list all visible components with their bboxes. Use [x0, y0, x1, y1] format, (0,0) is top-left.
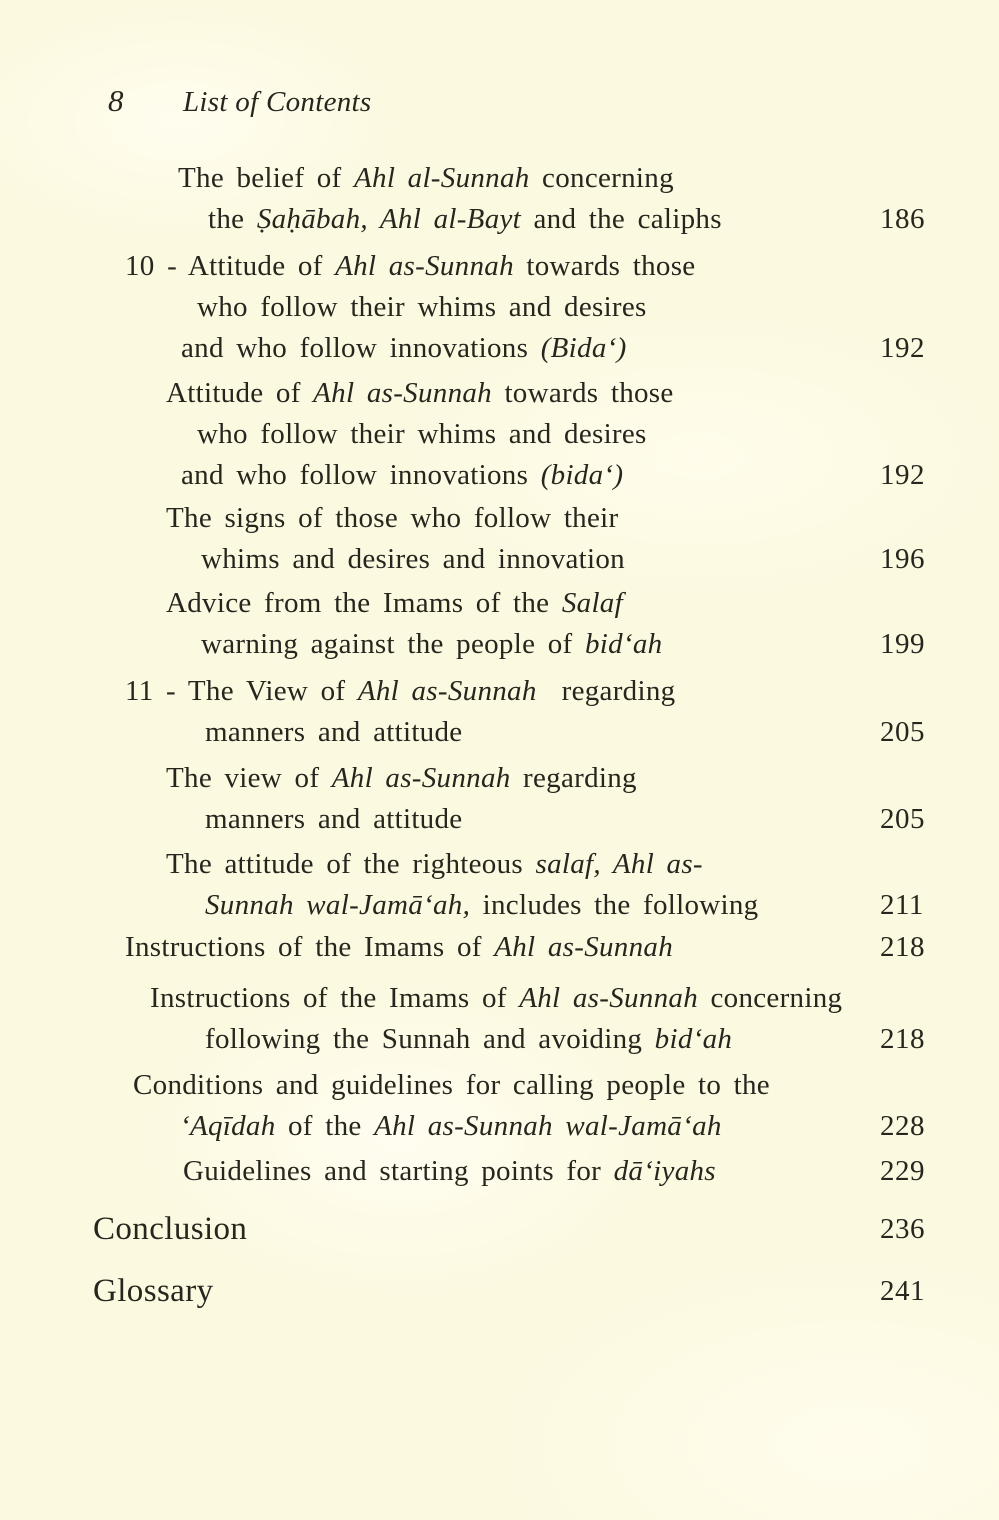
toc-text: Conclusion — [93, 1211, 248, 1247]
toc-text-italic: Salaf — [561, 587, 623, 619]
toc-page-number: 199 — [880, 628, 925, 660]
toc-line — [0, 160, 999, 196]
toc-line — [0, 714, 999, 750]
toc-page-number: 218 — [880, 931, 925, 963]
toc-text: warning against the people of — [201, 628, 585, 660]
toc-text-italic: ‘Aqīdah — [180, 1110, 276, 1142]
toc-text-italic: Ahl as-Sunnah wal-Jamā‘ah — [374, 1110, 722, 1142]
toc-page-number: 186 — [880, 203, 925, 235]
toc-text: and the caliphs — [521, 203, 722, 235]
toc-text: who follow their whims and desires — [197, 291, 647, 323]
toc-text-italic: bid‘ah — [654, 1023, 733, 1055]
toc-text-italic: Ahl as-Sunnah — [335, 250, 514, 282]
toc-text: Advice from the Imams of the — [166, 587, 562, 619]
toc-text: The belief of — [178, 162, 354, 194]
toc-line — [0, 801, 999, 837]
running-head: List of Contents — [183, 86, 372, 118]
toc-page-number: 192 — [880, 459, 925, 491]
toc-text-italic: bid‘ah — [584, 628, 663, 660]
toc-text: Conditions and guidelines for calling people to the — [133, 1069, 770, 1101]
toc-line — [0, 1153, 999, 1189]
toc-text: Guidelines and starting points for — [183, 1155, 614, 1187]
toc-text-italic: Ṣaḥābah, Ahl al-Bayt — [256, 203, 522, 235]
toc-text: 11 - The View of — [125, 675, 358, 707]
toc-text: the — [208, 203, 257, 235]
toc-text-italic: salaf, Ahl as- — [535, 848, 703, 880]
toc-page-number: 192 — [880, 332, 925, 364]
toc-text-italic: Sunnah wal-Jamā‘ah, — [205, 889, 471, 921]
toc-line — [0, 201, 999, 237]
toc-text-italic: Ahl as-Sunnah — [494, 931, 673, 963]
toc-text-italic: Ahl as-Sunnah — [331, 762, 511, 794]
toc-text: and who follow innovations — [181, 459, 541, 491]
toc-page-number: 205 — [880, 803, 925, 835]
toc-line — [0, 541, 999, 577]
toc-text-italic: (Bida‘) — [540, 332, 627, 364]
toc-text-italic: Ahl al-Sunnah — [354, 162, 530, 194]
toc-text: The attitude of the righteous — [166, 848, 536, 880]
toc-line — [0, 846, 999, 882]
toc-text: The signs of those who follow their — [166, 502, 619, 534]
toc-text-italic: dā‘iyahs — [613, 1155, 716, 1187]
toc-text-italic: (bida‘) — [540, 459, 624, 491]
toc-line — [0, 929, 999, 965]
toc-text: 10 - Attitude of — [125, 250, 336, 282]
toc-text: Instructions of the Imams of — [150, 982, 520, 1014]
toc-text: whims and desires and innovation — [201, 543, 625, 575]
toc-line — [0, 1108, 999, 1144]
toc-text: Instructions of the Imams of — [125, 931, 495, 963]
toc-line — [0, 248, 999, 284]
toc-line — [0, 416, 999, 452]
toc-line — [0, 626, 999, 662]
toc-text-italic: Ahl as-Sunnah — [519, 982, 698, 1014]
toc-text: includes the following — [470, 889, 759, 921]
toc-text: concerning — [698, 982, 843, 1014]
toc-text: towards those — [513, 250, 696, 282]
toc-text: The view of — [166, 762, 332, 794]
toc-text: manners and attitude — [205, 716, 463, 748]
toc-page-number: 229 — [880, 1155, 925, 1187]
toc-line — [0, 1271, 999, 1311]
toc-text: Glossary — [93, 1273, 214, 1309]
toc-page-number: 196 — [880, 543, 925, 575]
toc-page-number: 218 — [880, 1023, 925, 1055]
toc-line — [0, 289, 999, 325]
toc-text-italic: Ahl as-Sunnah — [313, 377, 492, 409]
toc-text: towards those — [491, 377, 674, 409]
toc-page-number: 241 — [880, 1275, 925, 1307]
toc-text: following the Sunnah and avoiding — [205, 1023, 655, 1055]
toc-line — [0, 1209, 999, 1249]
toc-text: manners and attitude — [205, 803, 463, 835]
toc-text: who follow their whims and desires — [197, 418, 647, 450]
toc-line — [0, 887, 999, 923]
toc-page-number: 205 — [880, 716, 925, 748]
toc-text: and who follow innovations — [181, 332, 541, 364]
folio-page-number: 8 — [108, 83, 124, 118]
toc-text: regarding — [536, 675, 676, 707]
toc-text-italic: Ahl as-Sunnah — [357, 675, 537, 707]
toc-line — [0, 330, 999, 366]
toc-line — [0, 585, 999, 621]
toc-page-number: 236 — [880, 1213, 925, 1245]
toc-text: Attitude of — [166, 377, 314, 409]
toc-line — [0, 457, 999, 493]
toc-text: of the — [275, 1110, 375, 1142]
toc-line — [0, 1021, 999, 1057]
toc-page-number: 211 — [880, 889, 924, 921]
toc-line — [0, 1067, 999, 1103]
toc-page-number: 228 — [880, 1110, 925, 1142]
toc-line — [0, 500, 999, 536]
toc-text: regarding — [510, 762, 637, 794]
toc-line — [0, 760, 999, 796]
toc-line — [0, 673, 999, 709]
toc-line — [0, 980, 999, 1016]
toc-text: concerning — [529, 162, 674, 194]
toc-line — [0, 375, 999, 411]
